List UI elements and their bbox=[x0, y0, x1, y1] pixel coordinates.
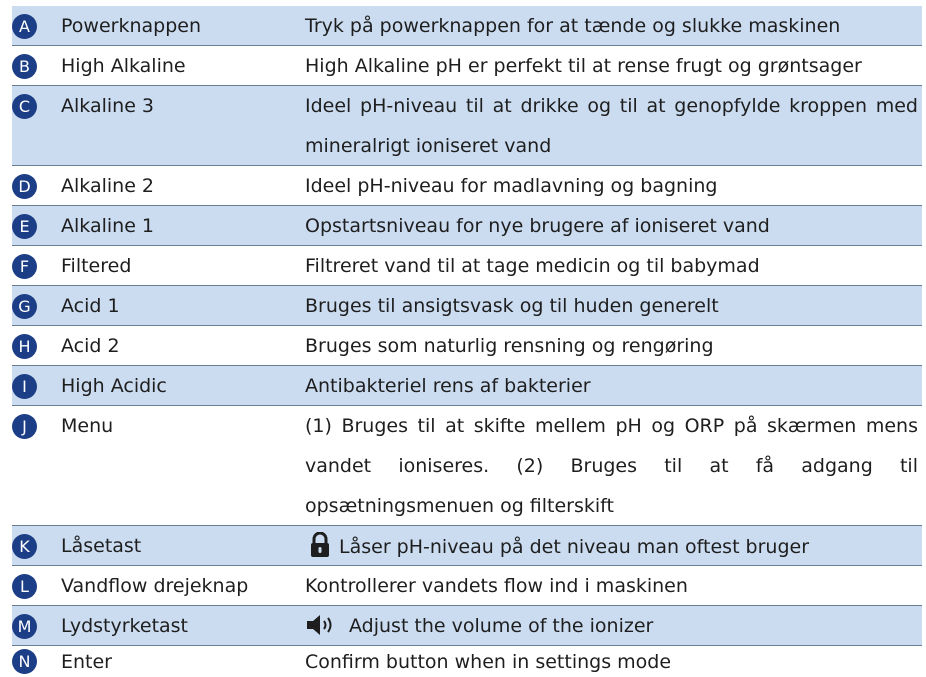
table-row bbox=[12, 206, 922, 246]
key-cell bbox=[12, 526, 305, 565]
letter-badge: K bbox=[12, 534, 37, 559]
letter-badge: D bbox=[12, 174, 37, 199]
key-cell bbox=[12, 206, 305, 245]
key-cell bbox=[12, 406, 305, 525]
key-description: Tryk på powerknappen for at tænde og slukke maskinen bbox=[305, 15, 841, 37]
table-row bbox=[12, 366, 922, 406]
key-name: Enter bbox=[61, 651, 112, 673]
key-name: High Alkaline bbox=[61, 55, 186, 77]
key-name: Lydstyrketast bbox=[61, 615, 189, 637]
table-row bbox=[12, 46, 922, 86]
letter-badge: L bbox=[12, 574, 37, 599]
key-description: Antibakteriel rens af bakterier bbox=[305, 375, 591, 397]
key-table bbox=[12, 6, 922, 676]
key-cell bbox=[12, 366, 305, 405]
table-row bbox=[12, 566, 922, 606]
key-cell bbox=[12, 606, 305, 645]
key-description: Confirm button when in settings mode bbox=[305, 651, 672, 673]
table-row bbox=[12, 166, 922, 206]
table-row bbox=[12, 6, 922, 46]
key-description: High Alkaline pH er perfekt til at rense frugt og grøntsager bbox=[305, 55, 862, 77]
key-cell bbox=[12, 6, 305, 45]
key-description-cell bbox=[305, 606, 922, 645]
key-description: Låser pH-niveau på det niveau man oftest bruger bbox=[339, 536, 810, 558]
key-name: Filtered bbox=[61, 255, 132, 277]
letter-badge: F bbox=[12, 254, 37, 279]
key-name: Powerknappen bbox=[61, 15, 201, 37]
letter-badge: G bbox=[12, 294, 37, 319]
table-row bbox=[12, 326, 922, 366]
letter-badge: M bbox=[12, 614, 37, 639]
key-name: Menu bbox=[61, 415, 114, 437]
key-description-cell bbox=[305, 526, 922, 565]
key-cell bbox=[12, 86, 305, 165]
key-description: Bruges som naturlig rensning og rengøring bbox=[305, 335, 714, 357]
key-cell bbox=[12, 286, 305, 325]
key-description: Filtreret vand til at tage medicin og til babymad bbox=[305, 255, 760, 277]
table-row bbox=[12, 286, 922, 326]
key-name: Acid 2 bbox=[61, 335, 120, 357]
table-row bbox=[12, 246, 922, 286]
lock-icon bbox=[309, 532, 331, 558]
letter-badge: J bbox=[12, 414, 37, 439]
key-cell bbox=[12, 326, 305, 365]
key-cell bbox=[12, 246, 305, 285]
letter-badge: E bbox=[12, 214, 37, 239]
key-description: Adjust the volume of the ionizer bbox=[349, 615, 654, 637]
key-cell bbox=[12, 566, 305, 605]
key-description: Ideel pH-niveau til at drikke og til at genopfylde kroppen med mineralrigt ioniseret vand bbox=[305, 95, 918, 157]
table-row bbox=[12, 86, 922, 166]
letter-badge: A bbox=[12, 14, 37, 39]
key-name: Acid 1 bbox=[61, 295, 120, 317]
key-description: Bruges til ansigtsvask og til huden generelt bbox=[305, 295, 719, 317]
key-cell bbox=[12, 166, 305, 205]
table-row bbox=[12, 646, 922, 676]
letter-badge: B bbox=[12, 54, 37, 79]
letter-badge: N bbox=[12, 649, 37, 674]
key-description: Opstartsniveau for nye brugere af ioniseret vand bbox=[305, 215, 770, 237]
key-cell bbox=[12, 46, 305, 85]
key-name: Låsetast bbox=[61, 535, 142, 557]
key-name: Alkaline 2 bbox=[61, 175, 155, 197]
table-row bbox=[12, 606, 922, 646]
key-description: Ideel pH-niveau for madlavning og bagning bbox=[305, 175, 718, 197]
key-name: Vandflow drejeknap bbox=[61, 575, 249, 597]
letter-badge: I bbox=[12, 374, 37, 399]
table-row bbox=[12, 526, 922, 566]
table-row bbox=[12, 406, 922, 526]
letter-badge: H bbox=[12, 334, 37, 359]
key-name: Alkaline 1 bbox=[61, 215, 155, 237]
speaker-icon bbox=[305, 613, 341, 637]
key-description: Kontrollerer vandets flow ind i maskinen bbox=[305, 575, 688, 597]
key-name: High Acidic bbox=[61, 375, 167, 397]
key-cell bbox=[12, 646, 305, 676]
letter-badge: C bbox=[12, 94, 37, 119]
key-name: Alkaline 3 bbox=[61, 95, 155, 117]
key-description: (1) Bruges til at skifte mellem pH og ORP på skærmen mens vandet ioniseres. (2) Bruges til at få adgang til opsætningsmenuen og filterskift bbox=[305, 415, 918, 517]
